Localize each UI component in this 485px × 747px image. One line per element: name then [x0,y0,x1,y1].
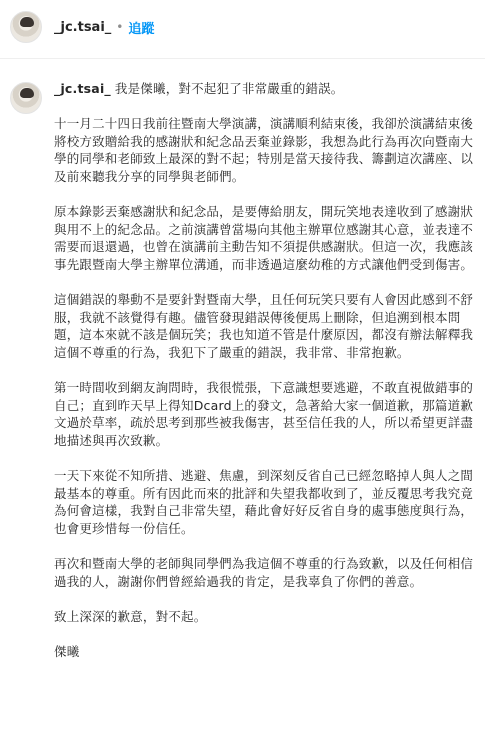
caption-body [54,80,474,678]
caption-paragraph: 原本錄影丟棄感謝狀和紀念品，是要傳給朋友，開玩笑地表達收到了感謝狀與用不上的紀念品。之前演講曾當場向其他主辦單位感謝其心意，並表達不需要而退還過，也曾在演講前主動告知不須提供感謝狀。但這一次，我應該事先跟暨南大學主辦單位溝通，而非透過這麼幼稚的方式讓他們受到傷害。 [54,204,474,272]
header-username[interactable]: _jc.tsai_ [54,19,112,35]
header-avatar[interactable] [10,11,42,43]
header-divider [0,58,485,59]
caption-username[interactable]: _jc.tsai_ [54,81,111,96]
caption-paragraph [54,80,474,98]
caption-paragraph-text: 我是傑曦，對不起犯了非常嚴重的錯誤。 [114,81,344,96]
caption-paragraph: 致上深深的歉意，對不起。 [54,608,207,624]
caption-paragraph: 再次和暨南大學的老師與同學們為我這個不尊重的行為致歉，以及任何相信過我的人，謝謝你們曾經給過我的肯定，是我辜負了你們的善意。 [54,556,474,589]
caption-avatar[interactable] [10,82,42,114]
header-separator: • [116,20,124,34]
caption-paragraph: 十一月二十四日我前往暨南大學演講，演講順利結束後，我卻於演講結束後將校方致贈給我的感謝狀和紀念品丟棄並錄影，我想為此行為再次向暨南大學的同學和老師致上最深的對不起；特別是當天接待我、籌劃這次講座、以及前來聽我分享的同學與老師們。 [54,116,474,184]
caption-comment [10,80,480,678]
caption-paragraph: 第一時間收到網友詢問時，我很慌張，下意識想要逃避，不敢直視做錯事的自己；直到昨天早上得知Dcard上的發文，急著給大家一個道歉，那篇道歉文過於草率，疏於思考到那些被我傷害，甚至信任我的人，所以希望更詳盡地描述與再次致歉。 [54,380,474,448]
follow-button[interactable]: 追蹤 [128,21,155,37]
post-header [0,0,485,54]
caption-paragraph: 這個錯誤的舉動不是要針對暨南大學，且任何玩笑只要有人會因此感到不舒服，我就不該覺得有趣。儘管發現錯誤傳後便馬上刪除，但追溯到根本問題，這本來就不該是個玩笑；我也知道不管是什麼原因，都沒有辦法解釋我這個不尊重的行為，我犯下了嚴重的錯誤，我非常、非常抱歉。 [54,292,474,360]
caption-signature: 傑曦 [54,644,80,659]
caption-paragraph: 一天下來從不知所措、逃避、焦慮，到深刻反省自己已經忽略掉人與人之間最基本的尊重。所有因此而來的批評和失望我都收到了，並反覆思考我究竟為何會這樣，我對自己非常失望，藉此會好好反省自身的處事態度與行為，也會更珍惜每一份信任。 [54,468,474,536]
